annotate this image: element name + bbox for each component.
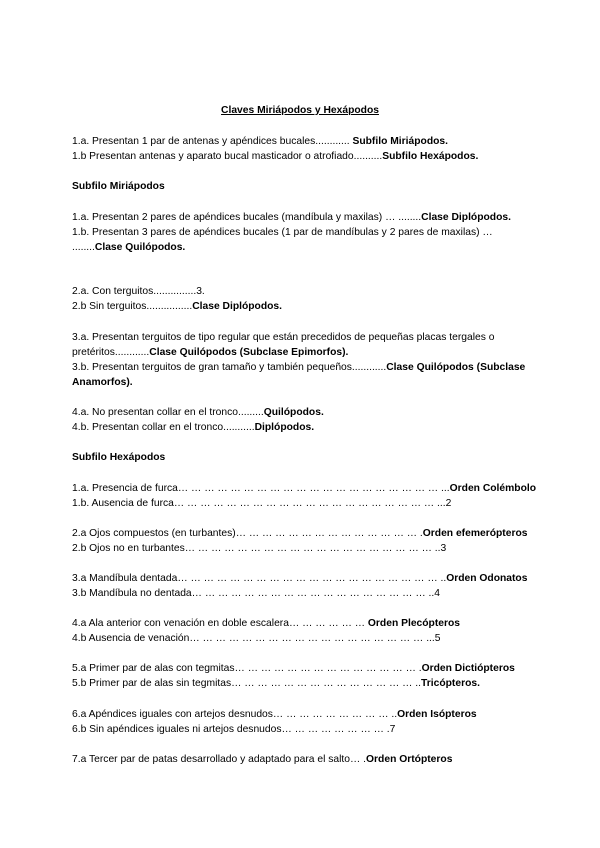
key-result: Orden Ortópteros [366,754,453,765]
key-result: Subfilo Miriápodos. [352,136,449,147]
miriapodos-key-4 [72,405,532,435]
key-result: Clase Quilópodos. [94,242,186,253]
key-line-1a: 1.a. Presentan 2 pares de apéndices bucales (mandíbula y maxilas) … ........Clase Diplópodos. [72,212,511,223]
key-line-3b: 3.b. Presentan terguitos de gran tamaño y también pequeños............Clase Quilópodos (Subclase Anamorfos). [72,362,526,388]
key-result: Orden Odonatos [446,573,528,584]
document-title: Claves Miriápodos y Hexápodos [221,105,379,116]
section-heading-hexapodos: Subfilo Hexápodos [72,452,166,463]
key-line-3b: 3.b Mandíbula no dentada… … … … … … … … … … … … … … … … … … ..4 [72,588,440,599]
miriapodos-key-1 [72,210,532,255]
key-line-2a: 2.a Ojos compuestos (en turbantes)… … … … … … … … … … … … … … .Orden efemerópteros [72,528,528,539]
key-line-4b: 4.b Ausencia de venación… … … … … … … … … … … … … … … … … … ...5 [72,633,441,644]
key-result: Tricópteros. [421,678,480,689]
key-result: Orden Isópteros [397,709,477,720]
key-line-4a: 4.a. No presentan collar en el tronco.........Quilópodos. [72,407,324,418]
key-result: Subfilo Hexápodos. [382,151,479,162]
miriapodos-key-3 [72,330,532,390]
section-heading-miriapodos: Subfilo Miriápodos [72,181,165,192]
key-line-5a: 5.a Primer par de alas con tegmitas… … … … … … … … … … … … … … .Orden Dictiópteros [72,663,515,674]
key-result: Clase Quilópodos (Subclase Anamorfos). [72,362,526,388]
hexapodos-key-4 [72,616,532,646]
key-result: Orden efemerópteros [422,528,528,539]
hexapodos-key-5 [72,661,532,691]
hexapodos-key-1 [72,481,537,511]
key-line-1b: 1.b. Presentan 3 pares de apéndices bucales (1 par de mandíbulas y 2 pares de maxilas) … ........Clase Quilópodos. [72,227,493,253]
hexapodos-key-7 [72,752,532,767]
key-result: Diplópodos. [254,422,315,433]
miriapodos-key-2 [72,284,532,314]
key-line-2b: 2.b Ojos no en turbantes… … … … … … … … … … … … … … … … … … … ..3 [72,543,447,554]
key-result: Orden Colémbolo [449,483,537,494]
key-result: Orden Plecópteros [367,618,461,629]
key-result: Quilópodos. [263,407,324,418]
key-line-5b: 5.b Primer par de alas sin tegmitas… … … … … … … … … … … … … … ..Tricópteros. [72,678,480,689]
key-line-3a: 3.a. Presentan terguitos de tipo regular que están precedidos de pequeñas placas tergales o pretéritos............Clase Quilópodos (Subclase Epimorfos). [72,332,495,358]
key-line-1b: 1.b. Ausencia de furca… … … … … … … … … … … … … … … … … … … … ...2 [72,498,452,509]
key-result: Clase Diplópodos. [421,212,511,223]
key-result: Orden Dictiópteros [421,663,515,674]
key-result: Clase Quilópodos (Subclase Epimorfos). [149,347,349,358]
key-line-6b: 6.b Sin apéndices iguales ni artejos desnudos… … … … … … … … .7 [72,724,396,735]
intro-key [72,134,532,164]
key-result: Clase Diplópodos. [192,301,283,312]
key-line-2a: 2.a. Con terguitos...............3. [72,286,205,297]
key-line-1a: 1.a. Presentan 1 par de antenas y apéndices bucales............ Subfilo Miriápodos. [72,136,449,147]
key-line-1b: 1.b Presentan antenas y aparato bucal masticador o atrofiado..........Subfilo Hexápodos. [72,151,479,162]
hexapodos-key-3 [72,571,532,601]
key-line-4b: 4.b. Presentan collar en el tronco...........Diplópodos. [72,422,315,433]
key-line-1a: 1.a. Presencia de furca… … … … … … … … … … … … … … … … … … … … ...Orden Colémbolo [72,483,537,494]
key-line-7a: 7.a Tercer par de patas desarrollado y adaptado para el salto… .Orden Ortópteros [72,754,453,765]
key-line-3a: 3.a Mandíbula dentada… … … … … … … … … … … … … … … … … … … … ..Orden Odonatos [72,573,528,584]
key-line-2b: 2.b Sin terguitos................Clase Diplópodos. [72,301,283,312]
hexapodos-key-2 [72,526,532,556]
hexapodos-key-6 [72,707,532,737]
key-line-4a: 4.a Ala anterior con venación en doble escalera… … … … … … Orden Plecópteros [72,618,461,629]
key-line-6a: 6.a Apéndices iguales con artejos desnudos… … … … … … … … … ..Orden Isópteros [72,709,477,720]
